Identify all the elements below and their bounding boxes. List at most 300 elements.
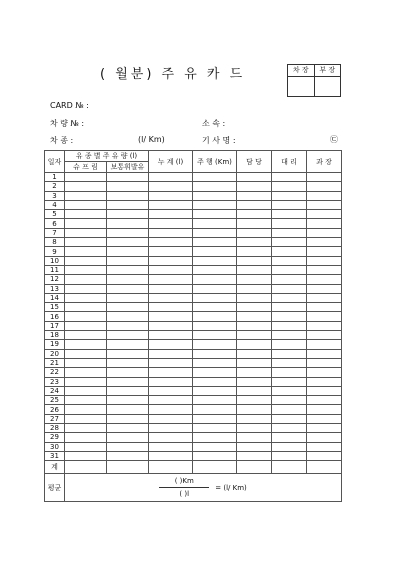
- log-cell[interactable]: [193, 228, 237, 237]
- log-cell[interactable]: [237, 414, 272, 423]
- log-cell[interactable]: [149, 210, 193, 219]
- log-cell[interactable]: [272, 275, 307, 284]
- day-row: [45, 358, 342, 367]
- log-cell[interactable]: [193, 200, 237, 209]
- log-cell[interactable]: [107, 182, 149, 191]
- log-cell[interactable]: [193, 312, 237, 321]
- log-cell[interactable]: [272, 451, 307, 460]
- day-number: 11: [45, 265, 65, 274]
- log-cell[interactable]: [307, 219, 342, 228]
- log-cell[interactable]: [237, 210, 272, 219]
- log-cell[interactable]: [237, 191, 272, 200]
- log-cell[interactable]: [307, 238, 342, 247]
- log-cell[interactable]: [193, 182, 237, 191]
- log-cell[interactable]: [107, 396, 149, 405]
- log-cell[interactable]: [237, 321, 272, 330]
- log-cell[interactable]: [65, 368, 107, 377]
- log-cell[interactable]: [307, 200, 342, 209]
- day-row: [45, 340, 342, 349]
- day-row: [45, 210, 342, 219]
- log-cell[interactable]: [149, 405, 193, 414]
- log-cell[interactable]: [107, 219, 149, 228]
- log-cell[interactable]: [107, 228, 149, 237]
- log-cell[interactable]: [272, 377, 307, 386]
- log-cell[interactable]: [149, 238, 193, 247]
- log-cell[interactable]: [65, 340, 107, 349]
- log-cell[interactable]: [149, 247, 193, 256]
- log-cell[interactable]: [307, 182, 342, 191]
- day-number: 25: [45, 396, 65, 405]
- log-cell[interactable]: [107, 358, 149, 367]
- log-cell[interactable]: [149, 424, 193, 433]
- log-cell[interactable]: [272, 182, 307, 191]
- header-section-chief: 과 장: [307, 151, 342, 173]
- log-cell[interactable]: [307, 358, 342, 367]
- log-cell[interactable]: [193, 414, 237, 423]
- log-cell[interactable]: [237, 349, 272, 358]
- header-fuel-type: 유 종 별 주 유 량 (l): [65, 151, 149, 162]
- log-cell[interactable]: [149, 265, 193, 274]
- log-cell[interactable]: [237, 451, 272, 460]
- day-row: [45, 265, 342, 274]
- log-cell[interactable]: [65, 414, 107, 423]
- total-label: 계: [45, 461, 65, 474]
- log-cell[interactable]: [307, 265, 342, 274]
- log-cell[interactable]: [107, 349, 149, 358]
- log-cell[interactable]: [193, 303, 237, 312]
- day-number: 29: [45, 433, 65, 442]
- log-cell[interactable]: [149, 331, 193, 340]
- log-cell[interactable]: [107, 340, 149, 349]
- vehicle-type-label: 차 종 :: [50, 136, 74, 145]
- log-cell[interactable]: [193, 275, 237, 284]
- log-cell[interactable]: [193, 396, 237, 405]
- log-cell[interactable]: [107, 173, 149, 182]
- log-cell[interactable]: [149, 293, 193, 302]
- log-cell[interactable]: [307, 442, 342, 451]
- log-cell[interactable]: [272, 219, 307, 228]
- log-cell[interactable]: [272, 303, 307, 312]
- log-cell[interactable]: [193, 424, 237, 433]
- log-cell[interactable]: [193, 377, 237, 386]
- log-cell[interactable]: [272, 191, 307, 200]
- log-cell[interactable]: [272, 386, 307, 395]
- log-cell[interactable]: [193, 405, 237, 414]
- day-number: 31: [45, 451, 65, 460]
- log-cell[interactable]: [307, 340, 342, 349]
- log-cell[interactable]: [272, 368, 307, 377]
- log-cell[interactable]: [65, 256, 107, 265]
- log-cell[interactable]: [237, 405, 272, 414]
- log-cell[interactable]: [237, 377, 272, 386]
- log-cell[interactable]: [149, 256, 193, 265]
- log-cell[interactable]: [237, 275, 272, 284]
- day-row: [45, 173, 342, 182]
- day-number: 24: [45, 386, 65, 395]
- day-number: 12: [45, 275, 65, 284]
- log-cell[interactable]: [307, 377, 342, 386]
- log-cell[interactable]: [272, 321, 307, 330]
- day-number: 28: [45, 424, 65, 433]
- log-cell[interactable]: [272, 173, 307, 182]
- day-number: 6: [45, 219, 65, 228]
- day-row: [45, 349, 342, 358]
- day-number: 8: [45, 238, 65, 247]
- day-row: [45, 200, 342, 209]
- log-cell[interactable]: [193, 265, 237, 274]
- log-cell[interactable]: [65, 293, 107, 302]
- log-cell[interactable]: [272, 256, 307, 265]
- log-cell[interactable]: [237, 424, 272, 433]
- log-cell[interactable]: [65, 358, 107, 367]
- log-cell[interactable]: [149, 386, 193, 395]
- log-cell[interactable]: [307, 451, 342, 460]
- log-cell[interactable]: [272, 247, 307, 256]
- log-cell[interactable]: [65, 238, 107, 247]
- log-cell[interactable]: [237, 256, 272, 265]
- day-number: 16: [45, 312, 65, 321]
- log-cell[interactable]: [149, 275, 193, 284]
- log-cell[interactable]: [237, 182, 272, 191]
- fuel-log-table: [44, 150, 342, 502]
- log-cell[interactable]: [149, 182, 193, 191]
- day-row: [45, 275, 342, 284]
- log-cell[interactable]: [107, 433, 149, 442]
- day-row: [45, 386, 342, 395]
- day-row: [45, 312, 342, 321]
- day-row: [45, 414, 342, 423]
- log-cell[interactable]: [149, 219, 193, 228]
- log-cell[interactable]: [65, 377, 107, 386]
- log-cell[interactable]: [307, 349, 342, 358]
- log-cell[interactable]: [272, 424, 307, 433]
- log-cell[interactable]: [149, 200, 193, 209]
- log-cell[interactable]: [193, 284, 237, 293]
- log-cell[interactable]: [65, 200, 107, 209]
- log-cell[interactable]: [65, 442, 107, 451]
- log-cell[interactable]: [307, 228, 342, 237]
- log-cell[interactable]: [307, 284, 342, 293]
- average-formula[interactable]: [65, 474, 342, 502]
- log-cell[interactable]: [272, 414, 307, 423]
- log-cell[interactable]: [307, 405, 342, 414]
- log-cell[interactable]: [237, 331, 272, 340]
- log-cell[interactable]: [272, 284, 307, 293]
- log-cell[interactable]: [149, 284, 193, 293]
- log-cell[interactable]: [193, 340, 237, 349]
- log-cell[interactable]: [307, 275, 342, 284]
- day-number: 1: [45, 173, 65, 182]
- total-cell[interactable]: [193, 461, 237, 474]
- day-row: [45, 284, 342, 293]
- total-cell[interactable]: [237, 461, 272, 474]
- day-number: 19: [45, 340, 65, 349]
- day-number: 3: [45, 191, 65, 200]
- log-cell[interactable]: [65, 303, 107, 312]
- log-cell[interactable]: [193, 451, 237, 460]
- log-cell[interactable]: [193, 331, 237, 340]
- log-cell[interactable]: [149, 173, 193, 182]
- log-cell[interactable]: [193, 321, 237, 330]
- log-cell[interactable]: [307, 312, 342, 321]
- log-cell[interactable]: [193, 247, 237, 256]
- log-cell[interactable]: [107, 368, 149, 377]
- form-title: ( 월분) 주 유 카 드: [100, 67, 246, 82]
- total-cell[interactable]: [272, 461, 307, 474]
- log-cell[interactable]: [107, 275, 149, 284]
- log-cell[interactable]: [193, 173, 237, 182]
- log-cell[interactable]: [272, 228, 307, 237]
- log-cell[interactable]: [307, 396, 342, 405]
- log-cell[interactable]: [237, 358, 272, 367]
- log-cell[interactable]: [107, 303, 149, 312]
- log-cell[interactable]: [149, 303, 193, 312]
- log-cell[interactable]: [65, 210, 107, 219]
- log-cell[interactable]: [65, 284, 107, 293]
- card-no-label: CARD № :: [50, 101, 89, 110]
- vehicle-no-label: 차 량 № :: [50, 119, 85, 128]
- log-cell[interactable]: [107, 200, 149, 209]
- log-cell[interactable]: [237, 433, 272, 442]
- log-cell[interactable]: [307, 386, 342, 395]
- day-row: [45, 219, 342, 228]
- log-cell[interactable]: [237, 442, 272, 451]
- log-cell[interactable]: [193, 293, 237, 302]
- log-cell[interactable]: [237, 265, 272, 274]
- log-cell[interactable]: [107, 377, 149, 386]
- approval-box: [287, 64, 341, 97]
- log-cell[interactable]: [272, 293, 307, 302]
- header-distance: 주 행 (Km): [193, 151, 237, 173]
- log-cell[interactable]: [237, 284, 272, 293]
- log-cell[interactable]: [193, 386, 237, 395]
- log-cell[interactable]: [307, 303, 342, 312]
- log-cell[interactable]: [65, 312, 107, 321]
- log-cell[interactable]: [107, 210, 149, 219]
- day-row: [45, 451, 342, 460]
- average-numerator: ( )Km: [174, 477, 194, 486]
- day-number: 20: [45, 349, 65, 358]
- log-cell[interactable]: [193, 358, 237, 367]
- log-cell[interactable]: [307, 368, 342, 377]
- log-cell[interactable]: [272, 331, 307, 340]
- log-cell[interactable]: [149, 191, 193, 200]
- log-cell[interactable]: [107, 414, 149, 423]
- day-row: [45, 405, 342, 414]
- log-cell[interactable]: [65, 451, 107, 460]
- day-number: 14: [45, 293, 65, 302]
- day-number: 7: [45, 228, 65, 237]
- log-cell[interactable]: [237, 219, 272, 228]
- log-cell[interactable]: [149, 451, 193, 460]
- log-cell[interactable]: [149, 312, 193, 321]
- log-cell[interactable]: [307, 293, 342, 302]
- log-cell[interactable]: [65, 182, 107, 191]
- log-cell[interactable]: [65, 433, 107, 442]
- stamp-icon: ㉢: [330, 135, 338, 144]
- day-number: 2: [45, 182, 65, 191]
- log-cell[interactable]: [65, 247, 107, 256]
- driver-name-label: 기 사 명 :: [202, 136, 236, 145]
- log-cell[interactable]: [149, 442, 193, 451]
- log-cell[interactable]: [65, 265, 107, 274]
- day-row: [45, 331, 342, 340]
- total-row: [45, 461, 342, 474]
- log-cell[interactable]: [65, 228, 107, 237]
- approval-label-director: 부 장: [314, 65, 341, 76]
- log-cell[interactable]: [65, 396, 107, 405]
- header-regular: 보통휘발유: [107, 162, 149, 173]
- log-cell[interactable]: [107, 238, 149, 247]
- log-cell[interactable]: [149, 358, 193, 367]
- average-result: = (l/ Km): [215, 483, 247, 492]
- log-cell[interactable]: [149, 396, 193, 405]
- log-cell[interactable]: [307, 210, 342, 219]
- log-cell[interactable]: [237, 200, 272, 209]
- header-manager: 담 당: [237, 151, 272, 173]
- day-number: 22: [45, 368, 65, 377]
- log-cell[interactable]: [272, 200, 307, 209]
- log-cell[interactable]: [237, 247, 272, 256]
- log-cell[interactable]: [107, 424, 149, 433]
- day-row: [45, 182, 342, 191]
- total-cell[interactable]: [107, 461, 149, 474]
- log-cell[interactable]: [193, 368, 237, 377]
- log-cell[interactable]: [237, 173, 272, 182]
- log-cell[interactable]: [149, 368, 193, 377]
- log-cell[interactable]: [237, 340, 272, 349]
- log-cell[interactable]: [65, 386, 107, 395]
- log-cell[interactable]: [107, 247, 149, 256]
- log-cell[interactable]: [307, 414, 342, 423]
- log-cell[interactable]: [307, 191, 342, 200]
- log-cell[interactable]: [65, 191, 107, 200]
- log-cell[interactable]: [193, 219, 237, 228]
- average-label: 평균: [45, 474, 65, 502]
- log-cell[interactable]: [272, 396, 307, 405]
- log-cell[interactable]: [65, 331, 107, 340]
- log-cell[interactable]: [107, 405, 149, 414]
- log-cell[interactable]: [237, 293, 272, 302]
- log-cell[interactable]: [237, 368, 272, 377]
- log-cell[interactable]: [65, 424, 107, 433]
- log-cell[interactable]: [193, 210, 237, 219]
- log-cell[interactable]: [107, 256, 149, 265]
- day-number: 9: [45, 247, 65, 256]
- log-cell[interactable]: [307, 331, 342, 340]
- day-number: 15: [45, 303, 65, 312]
- log-cell[interactable]: [193, 349, 237, 358]
- log-cell[interactable]: [193, 442, 237, 451]
- log-cell[interactable]: [107, 265, 149, 274]
- log-cell[interactable]: [272, 349, 307, 358]
- log-cell[interactable]: [237, 228, 272, 237]
- approval-sign-chief[interactable]: [288, 77, 314, 97]
- log-cell[interactable]: [107, 284, 149, 293]
- log-cell[interactable]: [237, 386, 272, 395]
- day-number: 26: [45, 405, 65, 414]
- affiliation-label: 소 속 :: [202, 119, 226, 128]
- log-cell[interactable]: [307, 321, 342, 330]
- day-number: 18: [45, 331, 65, 340]
- day-row: [45, 303, 342, 312]
- log-cell[interactable]: [307, 424, 342, 433]
- log-cell[interactable]: [237, 312, 272, 321]
- log-cell[interactable]: [272, 433, 307, 442]
- log-cell[interactable]: [107, 321, 149, 330]
- log-cell[interactable]: [272, 442, 307, 451]
- approval-sign-director[interactable]: [314, 77, 341, 97]
- log-cell[interactable]: [107, 191, 149, 200]
- log-cell[interactable]: [272, 340, 307, 349]
- day-row: [45, 228, 342, 237]
- log-cell[interactable]: [272, 210, 307, 219]
- log-cell[interactable]: [237, 396, 272, 405]
- log-cell[interactable]: [307, 433, 342, 442]
- total-cell[interactable]: [65, 461, 107, 474]
- day-row: [45, 442, 342, 451]
- log-cell[interactable]: [272, 265, 307, 274]
- log-cell[interactable]: [107, 442, 149, 451]
- total-cell[interactable]: [149, 461, 193, 474]
- log-cell[interactable]: [193, 191, 237, 200]
- log-cell[interactable]: [237, 303, 272, 312]
- log-cell[interactable]: [65, 275, 107, 284]
- log-cell[interactable]: [107, 312, 149, 321]
- log-cell[interactable]: [107, 293, 149, 302]
- log-cell[interactable]: [65, 173, 107, 182]
- log-cell[interactable]: [272, 405, 307, 414]
- log-cell[interactable]: [272, 312, 307, 321]
- average-denominator: ( )l: [179, 490, 190, 499]
- day-number: 13: [45, 284, 65, 293]
- log-cell[interactable]: [149, 228, 193, 237]
- day-number: 27: [45, 414, 65, 423]
- log-cell[interactable]: [65, 349, 107, 358]
- header-cumulative: 누 계 (l): [149, 151, 193, 173]
- log-cell[interactable]: [307, 256, 342, 265]
- log-cell[interactable]: [307, 173, 342, 182]
- log-cell[interactable]: [107, 331, 149, 340]
- log-cell[interactable]: [149, 414, 193, 423]
- log-cell[interactable]: [149, 321, 193, 330]
- log-cell[interactable]: [193, 238, 237, 247]
- day-number: 5: [45, 210, 65, 219]
- log-cell[interactable]: [149, 433, 193, 442]
- log-cell[interactable]: [149, 377, 193, 386]
- day-number: 10: [45, 256, 65, 265]
- log-cell[interactable]: [193, 433, 237, 442]
- log-cell[interactable]: [149, 349, 193, 358]
- log-cell[interactable]: [149, 340, 193, 349]
- header-deputy: 대 리: [272, 151, 307, 173]
- day-number: 21: [45, 358, 65, 367]
- total-cell[interactable]: [307, 461, 342, 474]
- day-row: [45, 247, 342, 256]
- log-cell[interactable]: [65, 405, 107, 414]
- log-cell[interactable]: [193, 256, 237, 265]
- approval-label-chief: 차 장: [292, 66, 309, 74]
- log-cell[interactable]: [272, 238, 307, 247]
- log-cell[interactable]: [65, 219, 107, 228]
- log-cell[interactable]: [107, 451, 149, 460]
- log-cell[interactable]: [272, 358, 307, 367]
- log-cell[interactable]: [65, 321, 107, 330]
- header-super: 슈 프 림: [65, 162, 107, 173]
- log-cell[interactable]: [237, 238, 272, 247]
- log-cell[interactable]: [307, 247, 342, 256]
- log-cell[interactable]: [107, 386, 149, 395]
